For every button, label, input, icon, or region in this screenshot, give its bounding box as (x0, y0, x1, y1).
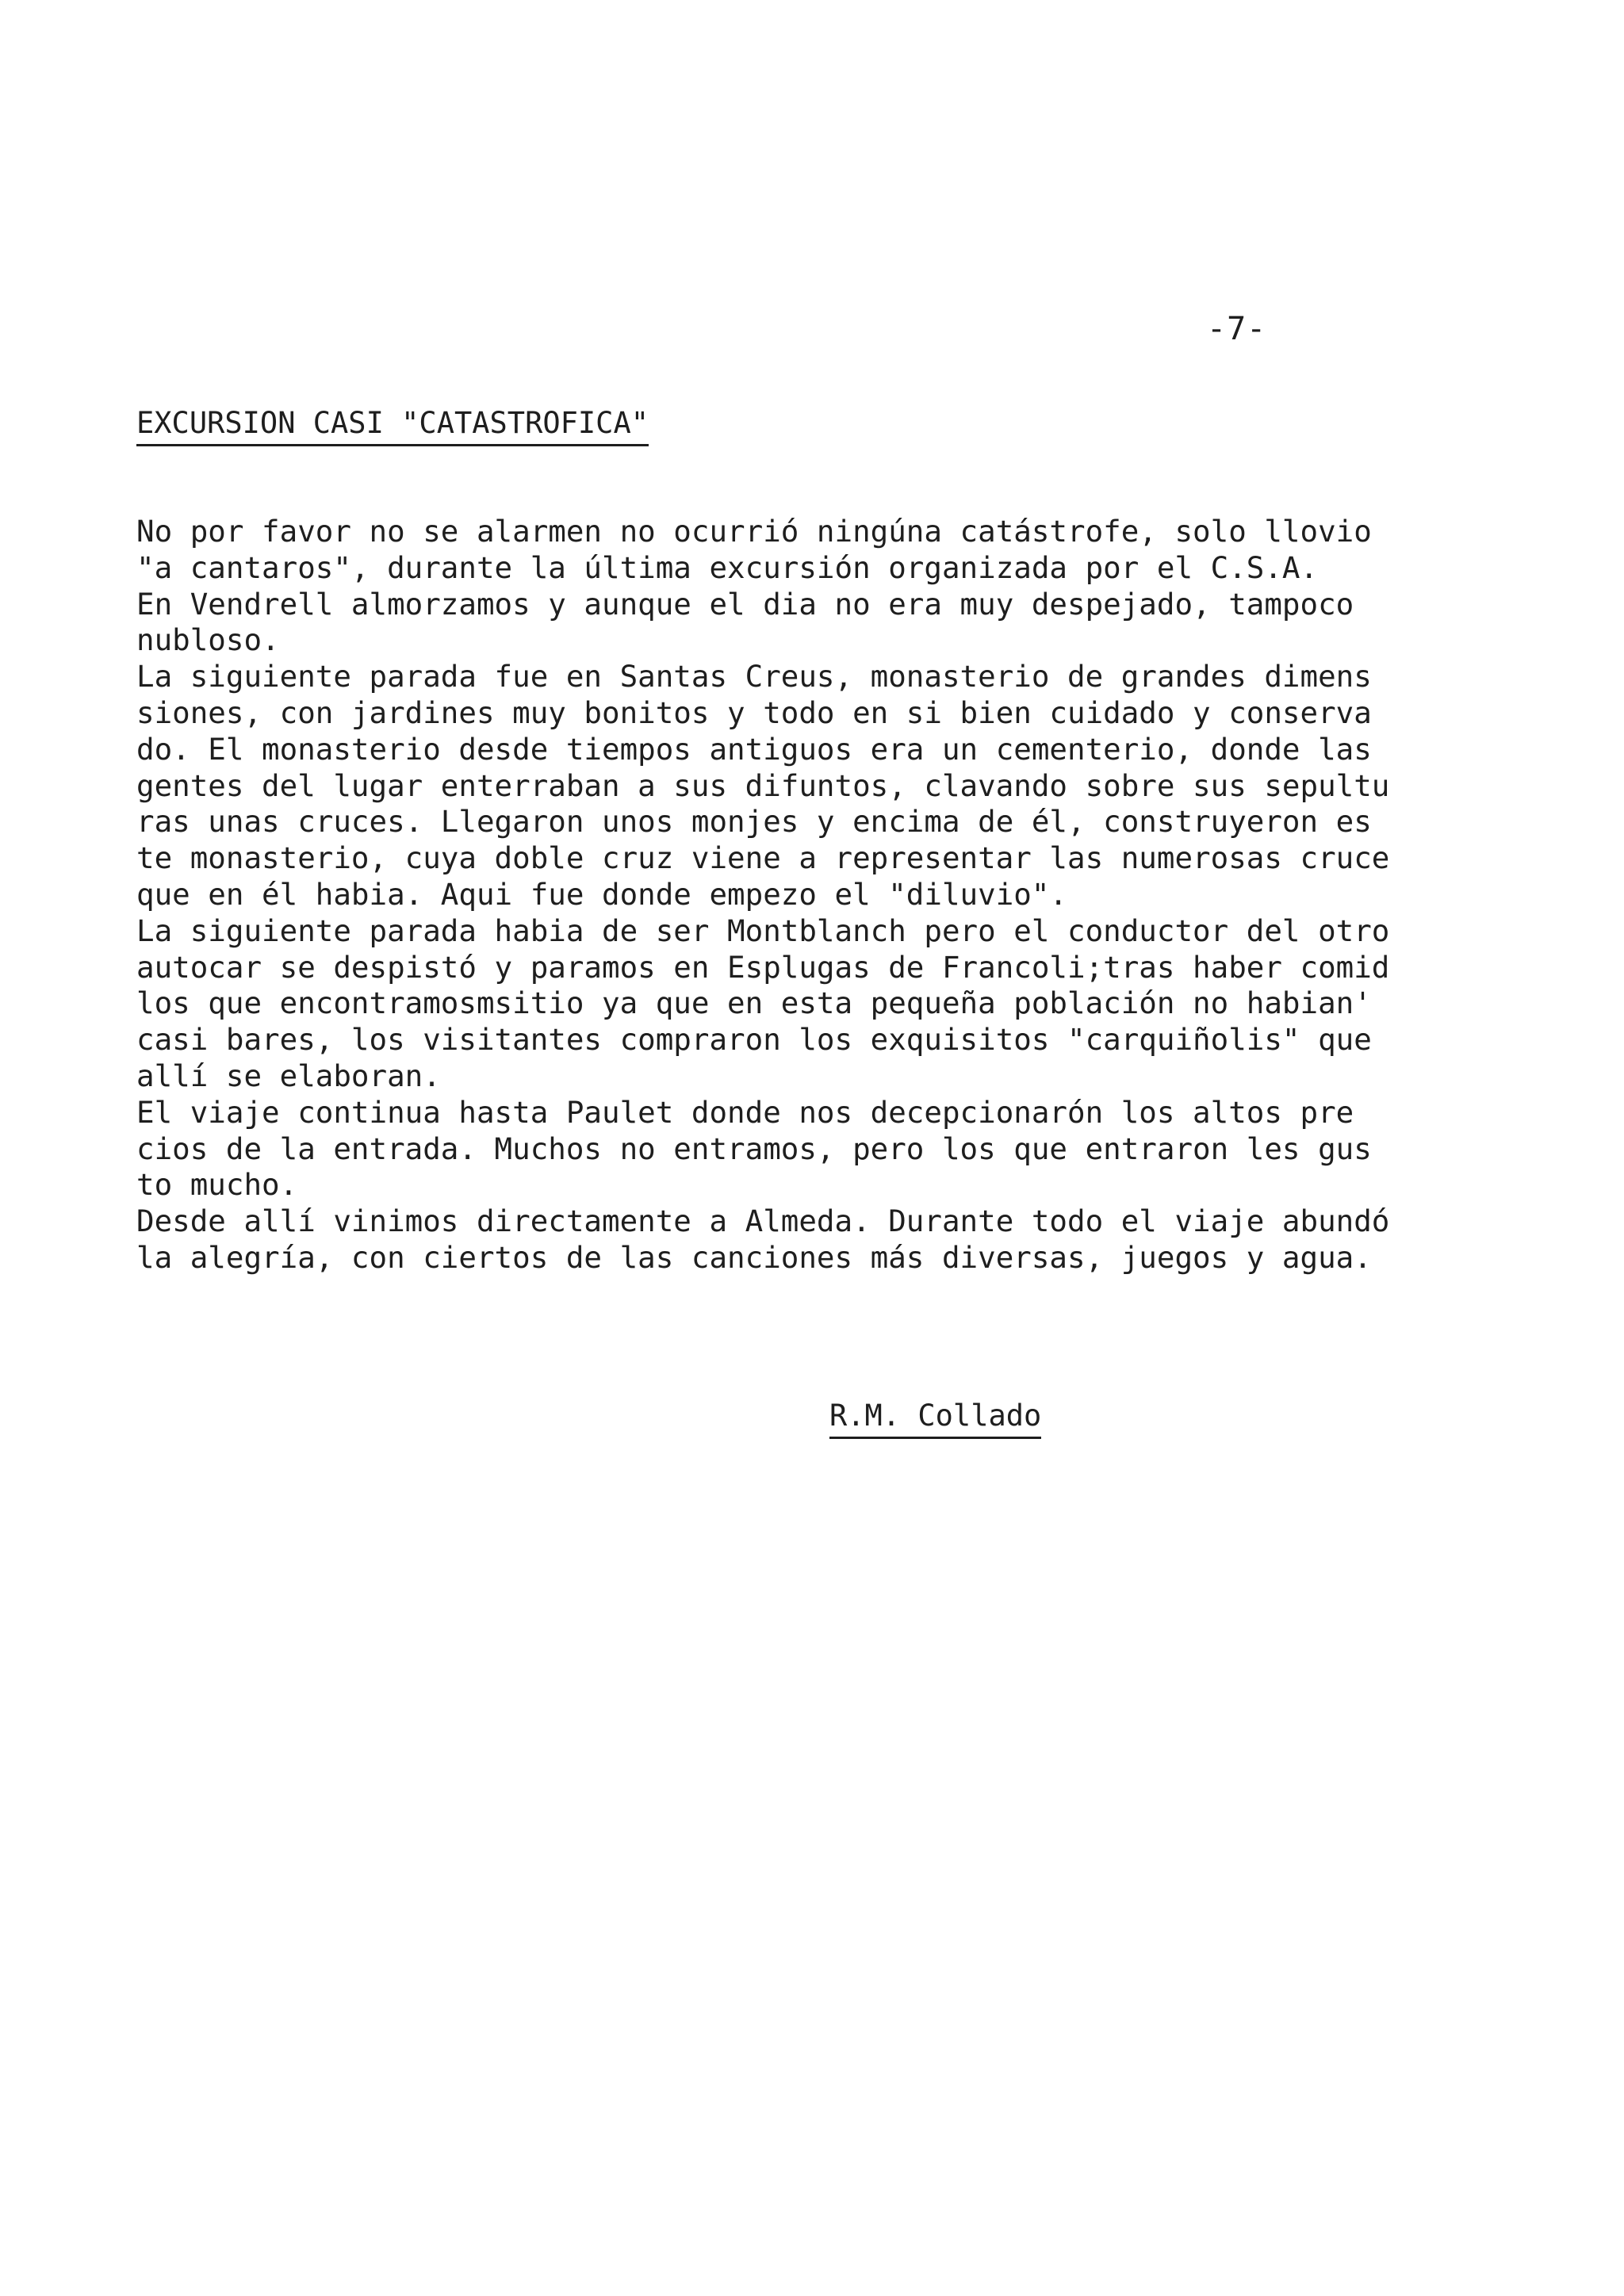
text-line: ras unas cruces. Llegaron unos monjes y encima de él, construyeron es (136, 804, 1372, 840)
text-line: Desde allí vinimos directamente a Almeda. Durante todo el viaje abundó (136, 1203, 1390, 1239)
text-line: nubloso. (136, 622, 280, 658)
text-line: que en él habia. Aqui fue donde empezo el "diluvio". (136, 876, 1067, 912)
text-line: autocar se despistó y paramos en Esplugas de Francoli;tras haber comid (136, 949, 1390, 985)
text-line: cios de la entrada. Muchos no entramos, pero los que entraron les gus (136, 1131, 1372, 1166)
text-line: te monasterio, cuya doble cruz viene a representar las numerosas cruce (136, 840, 1390, 876)
text-line: "a cantaros", durante la última excursión organizada por el C.S.A. (136, 549, 1319, 585)
text-line: allí se elaboran. (136, 1058, 441, 1093)
text-line: do. El monasterio desde tiempos antiguos era un cementerio, donde las (136, 731, 1372, 767)
text-line: El viaje continua hasta Paulet donde nos decepcionarón los altos pre (136, 1094, 1354, 1130)
text-line: No por favor no se alarmen no ocurrió ningúna catástrofe, solo llovio (136, 514, 1372, 549)
body-text (136, 514, 1484, 1276)
text-line: to mucho. (136, 1167, 298, 1203)
text-line: La siguiente parada fue en Santas Creus, monasterio de grandes dimens (136, 659, 1372, 695)
text-line: La siguiente parada habia de ser Montblanch pero el conductor del otro (136, 913, 1390, 948)
text-line: gentes del lugar enterraban a sus difuntos, clavando sobre sus sepultu (136, 767, 1390, 803)
text-line: los que encontramosmsitio ya que en esta pequeña población no habian' (136, 985, 1372, 1021)
document-title: EXCURSION CASI "CATASTROFICA" (136, 406, 649, 446)
author-signature: R.M. Collado (829, 1399, 1041, 1439)
page-number: -7- (1207, 311, 1267, 347)
text-line: casi bares, los visitantes compraron los exquisitos "carquiñolis" que (136, 1022, 1372, 1058)
text-line: la alegría, con ciertos de las canciones más diversas, juegos y agua. (136, 1239, 1372, 1275)
text-line: En Vendrell almorzamos y aunque el dia no era muy despejado, tampoco (136, 586, 1354, 622)
text-line: siones, con jardines muy bonitos y todo en si bien cuidado y conserva (136, 695, 1372, 730)
